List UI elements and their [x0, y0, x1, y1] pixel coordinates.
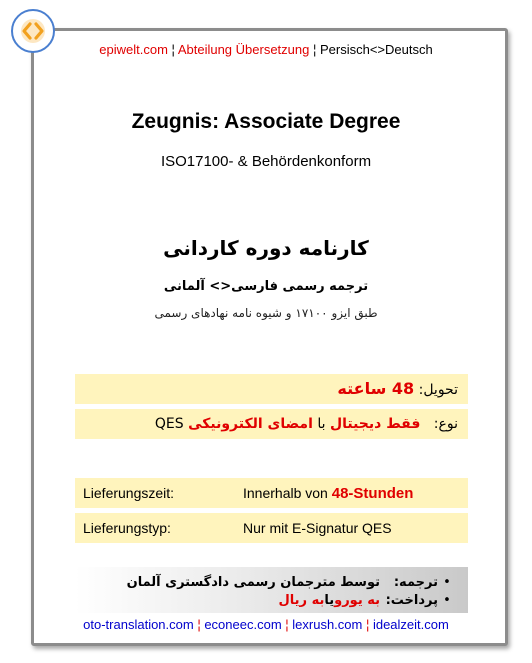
persian-note: طبق ایزو ۱۷۱۰۰ و شیوه نامه نهادهای رسمی: [154, 306, 378, 320]
fa-type-digital: فقط دیجیتال: [329, 416, 421, 432]
persian-title: کارنامه دوره کاردانی: [163, 236, 369, 260]
separator: ¦: [362, 617, 373, 632]
footer-link[interactable]: idealzeit.com: [372, 617, 449, 632]
fa-type-with: با: [312, 416, 330, 432]
footer-link[interactable]: lexrush.com: [292, 617, 363, 632]
separator: ¦: [167, 42, 178, 57]
page-subtitle: ISO17100- & Behördenkonform: [160, 153, 372, 170]
bullet: •: [443, 574, 451, 590]
payment-euro: به یورو: [334, 592, 380, 608]
de-delivery-label: Lieferungszeit:: [83, 485, 175, 501]
de-type-row: [75, 513, 468, 543]
fa-type-label: نوع:: [433, 416, 458, 432]
footer-link[interactable]: econeec.com: [204, 617, 282, 632]
bullet: •: [443, 592, 451, 608]
language-pair: Persisch<>Deutsch: [319, 42, 433, 57]
separator: ¦: [193, 617, 205, 632]
fa-type-row: [75, 409, 468, 439]
list-item: [75, 591, 456, 609]
payment-rial: به ریال: [278, 592, 325, 608]
code-brackets-icon: [18, 16, 48, 46]
site-link[interactable]: epiwelt.com: [99, 42, 168, 57]
fa-type-esign: امضای الکترونیکی: [188, 416, 313, 432]
de-delivery-value: 48-Stunden: [331, 484, 414, 502]
payment-label: پرداخت:: [385, 592, 438, 608]
fa-delivery-label: تحویل:: [418, 382, 458, 398]
de-type-value: Nur mit E-Signatur QES: [243, 520, 392, 536]
fa-delivery-value: 48 ساعته: [337, 379, 415, 398]
footer-link[interactable]: oto-translation.com: [83, 617, 194, 632]
de-delivery-row: [75, 478, 468, 508]
page-title: Zeugnis: Associate Degree: [131, 110, 401, 133]
translation-value: توسط مترجمان رسمی دادگستری آلمان: [126, 574, 380, 590]
logo[interactable]: [11, 9, 55, 53]
separator: ¦: [309, 42, 320, 57]
info-box: [75, 567, 468, 613]
translation-label: ترجمه:: [393, 574, 438, 590]
payment-or: یا: [324, 592, 335, 608]
list-item: [75, 573, 456, 591]
persian-subtitle: ترجمه رسمی فارسی<> آلمانی: [163, 279, 369, 294]
separator: ¦: [281, 617, 293, 632]
footer-links: [0, 617, 532, 632]
department-link[interactable]: Abteilung Übersetzung: [177, 42, 310, 57]
fa-delivery-row: [75, 374, 468, 404]
fa-type-qes: QES: [154, 416, 189, 432]
header-line: [0, 42, 532, 57]
de-type-label: Lieferungstyp:: [83, 520, 171, 536]
de-delivery-pre: Innerhalb von: [243, 484, 332, 501]
